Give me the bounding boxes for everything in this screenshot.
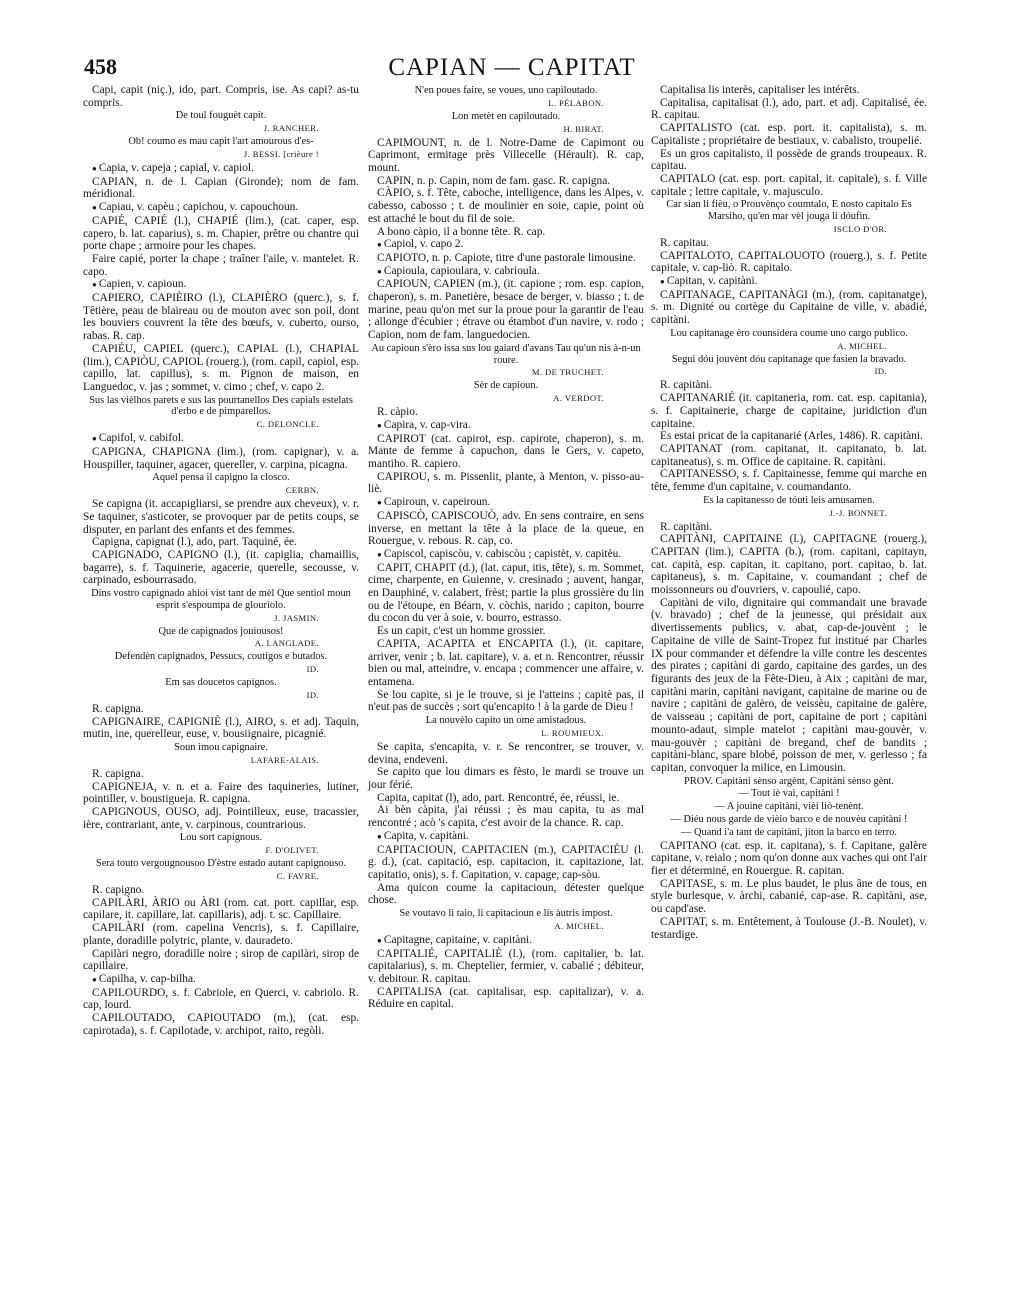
citation-verse: PROV. Capitàni sènso argènt, Capitàni sènso gènt.: [683, 775, 894, 787]
citation-author: ID.: [306, 690, 319, 701]
citation-verse: Lou capitanage èro counsidera coume uno cargo publico.: [670, 327, 908, 339]
dictionary-entry: CAPIGNA, CHAPIGNA (lim.), (rom. capignar), v. a. Houspiller, taquiner, agacer, quereller, v. carpina, picagna.: [83, 445, 359, 471]
citation-author: A. MICHEL.: [554, 920, 604, 931]
dictionary-entry: CAPITACIOUN, CAPITACIEN (m.), CAPITACIÉU (l. g. d.), (cat. capitació, esp. capitacion, it. capitazione, lat. capitatio, onis), s. f. Capitation, v. capage, cap-sòu.: [368, 843, 644, 881]
cross-reference-entry: ● Capifol, v. cabifol.: [83, 432, 359, 446]
cross-reference-entry: ● Capiau, v. capèu ; capichou, v. capouchoun.: [83, 201, 359, 215]
dictionary-entry: CAPITANAGE, CAPITANÀGI (m.), (rom. capitanatge), s. m. Dignité ou cortège du Capitaine de ville, v. abadié, capitàni.: [651, 288, 927, 327]
running-title: CAPIAN — CAPITAT: [388, 54, 636, 81]
citation-author: F. D'OLIVET.: [265, 845, 319, 856]
citation-author: L. PÉLABON.: [548, 97, 604, 108]
dictionary-entry: R. capitàni.: [660, 520, 713, 533]
citation-verse: — A jouine capitàni, vièi liò-tenènt.: [714, 801, 864, 813]
dictionary-entry: Se capigna (it. accapigliarsi, se prendre aux cheveux), v. r. Se taquiner, s'asticoter, se provoquer par de petits coups, se disputer, en parlant des enfants et des femmes.: [83, 498, 359, 536]
dictionary-entry: CAPIERO, CAPIÈIRO (l.), CLAPIÈRO (querc.), s. f. Têtière, peau de blaireau ou de mouton avec son poil, dont les bouviers couvrent la tête des bœufs, v. cuberto, ourso, rabas. R. cap.: [83, 292, 359, 343]
dictionary-entry: Es un gros capitalisto, il possède de grands troupeaux. R. capitau.: [651, 147, 927, 173]
dictionary-entry: CAPIÉ, CAPIÉ (l.), CHAPIÉ (lim.), (cat. caper, esp. capero, b. lat. caparius), s. m. Chapier, prêtre ou chantre qui porte chape ; armoire pour les chapes.: [83, 214, 359, 253]
dictionary-entry: Ama quicon coume la capitacioun, détester quelque chose.: [368, 881, 644, 907]
dictionary-entry: Capitàni de vilo, dignitaire qui commandait une bravade (v. bravado) ; chef de la jeunesse, qui présidait aux divertissements publics, v. abat, cap-de-jouvènt ; le Capitaine de ville de Saint-Tropez fut institué par Charles IX pour commander et défendre la ville contre les descentes des pirates ; capitàni di gardo, capitaine des gardes, un des figurants des jeux de la Fête-Dieu, à Aix ; capitàni de mar, capitàni marin, capitàni navigant, capitaine de marine ou de navire ; capitàni de galèro, de veissèu, capitaine de galère, de vaisseau ; capitàni de port, capitaine de port ; capitàni mounto-adaut, simple matelot ; capitàni mau-gouvèr, v. mau-gouvèr ; capitàni de bregand, chef de bandits ; capitàni-blanc, spare blobé, poisson de mer, v. gerlesso ; fa capitan, convoquer la milice, en Limousin.: [651, 596, 927, 774]
dictionary-entry: CAPIN, n. p. Capin, nom de fam. gasc. R. capigna.: [377, 174, 611, 187]
citation-verse: — Quand i'a tant de capitàni, jiton la barco en terro.: [681, 826, 897, 838]
cross-reference-entry: ● Capiol, v. capo 2.: [368, 238, 644, 252]
dictionary-entry: R. capitàni.: [660, 379, 713, 392]
dictionary-entry: Capi, capit (niç.), ido, part. Compris, ise. As capi? as-tu compris.: [83, 84, 359, 109]
dictionary-entry: CAPIROU, s. m. Pissenlit, plante, à Menton, v. pisso-au-liè.: [368, 470, 644, 496]
dictionary-entry: Se capito que lou dimars es fèsto, le mardi se trouve un jour férié.: [368, 766, 644, 792]
dictionary-entry: Faire capié, porter la chape ; traîner l'aile, v. mantelet. R. capo.: [83, 252, 359, 278]
citation-author: J. RANCHER.: [263, 123, 319, 134]
dictionary-entry: R. càpio.: [377, 406, 418, 419]
dictionary-entry: CAPIGNAIRE, CAPIGNIÈ (l.), AIRO, s. et adj. Taquin, mutin, ine, querelleur, euse, v. bousiignaire, picagnié.: [83, 715, 359, 741]
dictionary-entry: CAPITALISTO (cat. esp. port. it. capitalista), s. m. Capitaliste ; propriétaire de bestiaux, v. cabalisto, troupelié.: [651, 122, 927, 147]
dictionary-entry: CAPITALO (cat. esp. port. capital, it. capitale), s. f. Ville capitale ; lettre capitale, v. majusculo.: [651, 172, 927, 198]
citation-verse: Aquel pensa il capigno la closco.: [152, 472, 290, 484]
citation-verse: Es la capitanesso de tóuti leis amusamen.: [703, 494, 875, 506]
dictionary-entry: CAPIGNOUS, OUSO, adj. Pointilleux, euse, tracassier, ière, contrariant, ante, v. carpinous, countrarious.: [83, 806, 359, 831]
citation-author: J. JASMIN.: [274, 612, 319, 623]
dictionary-entry: CAPIÉU, CAPIEL (querc.), CAPIAL (l.), CHAPIAL (lim.), CAPIÒU, CAPIOL (rouerg.), (rom. capil, capiol, esp. capillo, lat. capillus), s. m. Pignon de maison, en Languedoc, v. jas ; sommet, v. cimo ; chef, v. capo 2.: [83, 342, 359, 393]
dictionary-entry: Ai bèn càpita, j'ai réussi ; ès mau capita, tu as mal rencontré ; acò 's capita, c'est avoir de la chance. R. cap.: [368, 804, 644, 830]
dictionary-entry: CAPITANARIÉ (it. capitaneria, rom. cat. esp. capitania), s. f. Capitainerie, charge de capitaine, juridiction d'un capitaine.: [651, 392, 927, 430]
dictionary-entry: Capigna, capignat (l.), ado, part. Taquiné, ée.: [92, 536, 297, 549]
dictionary-entry: CAPITALISA (cat. capitalisar, esp. capitalizar), v. a. Réduire en capital.: [368, 985, 644, 1011]
dictionary-entry: CAPIGNADO, CAPIGNO (l.), (it. capiglia, chamaillis, bagarre), s. f. Taquinerie, agacerie, querelle, secousse, v. carpinado, esbourrasado.: [83, 548, 359, 587]
citation-verse: Au capioun s'èro issa sus lou gaiard d'avans Tau qu'un nis à-n-un roure.: [371, 342, 641, 366]
dictionary-entry: CAPITANESSO, s. f. Capitainesse, femme qui marche en tête, femme d'un capitaine, v. coumandanto.: [651, 468, 927, 494]
dictionary-entry: CAPITA, ACAPITA et ENCAPITA (l.), (it. capitare, arriver, venir ; b. lat. capitare), v. a. et n. Rencontrer, réussir bien ou mal, atteindre, v. encapa ; commencer une affaire, v. entamena.: [368, 637, 644, 688]
citation-author: ISCLO D'OR.: [833, 223, 887, 234]
column-middle: [368, 84, 644, 1011]
dictionary-entry: CAPISCÒ, CAPISCOUÒ, adv. En sens contraire, en sens inverse, en mettant la tête à la place de la queue, en Rouergue, v. rebous. R. cap, co.: [368, 509, 644, 548]
dictionary-entry: R. capitau.: [660, 236, 710, 249]
citation-verse: La nouvèlo capito un ome amistadous.: [425, 715, 587, 727]
dictionary-entry: Se lou capite, si je le trouve, si je l'atteins ; capitè pas, il n'eut pas de succès ; sort qu'encapito ! à la garde de Dieu !: [368, 688, 644, 714]
cross-reference-entry: ● Capioula, capioulara, v. cabrioula.: [368, 265, 644, 279]
citation-author: A. VERDOT.: [553, 393, 604, 404]
dictionary-entry: CAPITASE, s. m. Le plus baudet, le plus âne de tous, en style burlesque, v. àrchi, cabanié, cap-ase. R. capitàni, ase, ou capd'ase.: [651, 877, 927, 916]
citation-verse: De toul fouguèt capit.: [175, 110, 267, 122]
cross-reference-entry: ● Capita, v. capitàni.: [368, 830, 644, 844]
citation-verse: Lou sort capignous.: [179, 832, 263, 844]
citation-author: ID.: [874, 366, 887, 377]
dictionary-entry: Capitalisa, capitalisat (l.), ado, part. et adj. Capitalisé, ée. R. capitau.: [651, 96, 927, 122]
dictionary-entry: Es un capit, c'est un homme grossier.: [377, 625, 546, 638]
citation-verse: N'en poues faire, se voues, uno capiloutado.: [414, 85, 598, 96]
citation-author: M. DE TRUCHET.: [531, 367, 604, 378]
page-number: 458: [84, 54, 117, 79]
citation-author: C. FAVRE.: [276, 871, 319, 882]
citation-verse: Que de capignados jouiousos!: [158, 625, 284, 637]
citation-author: C. DELONCLE.: [256, 419, 319, 430]
dictionary-entry: A bono càpio, il a bonne tête. R. cap.: [377, 225, 546, 238]
dictionary-entry: R. capigna.: [92, 703, 144, 716]
dictionary-entry: CAPILÀRI, ÀRIO ou ÀRI (rom. cat. port. capillar, esp. capilare, it. capillare, lat. capillaris), adj. t. sc. Capillaire.: [83, 896, 359, 922]
column-left: [83, 84, 359, 1038]
citation-author: A. LANGLADE.: [254, 638, 319, 649]
cross-reference-entry: ● Capien, v. capioun.: [83, 278, 359, 292]
cross-reference-entry: ● Capitan, v. capitàni.: [651, 275, 927, 289]
dictionary-entry: Se capita, s'encapita, v. r. Se rencontrer, se trouver, v. devina, endeveni.: [368, 740, 644, 766]
citation-author: A. MICHEL.: [837, 340, 887, 351]
dictionary-entry: CAPILOUTADO, CAPIOUTADO (m.), (cat. esp. capirotada), s. f. Capilotade, v. archipot, raito, regòli.: [83, 1012, 359, 1037]
citation-verse: Sèr de capioun.: [473, 380, 539, 392]
column-right: [651, 84, 927, 941]
dictionary-entry: CAPITANO (cat. esp. it. capitana), s. f. Capitane, galère capitane, v. reialo ; nom qu'on donne aux vaches qui ont l'air fier et déterminé, en Rouergue. R. capitan.: [651, 839, 927, 878]
cross-reference-entry: ● Capira, v. cap-vira.: [368, 419, 644, 433]
dictionary-entry: CAPIGNEJA, v. n. et a. Faire des taquineries, lutiner, pointiller, v. boustigueja. R. capigna.: [83, 780, 359, 806]
citation-verse: Sus las vièlhos parets e sus las pourtanellos Des capials estelats d'erbo e de pimparellos.: [89, 394, 353, 418]
dictionary-entry: CAPIT, CHAPIT (d.), (lat. caput, itis, tête), s. m. Sommet, cime, charpente, en Guienne, v. cresinado ; auvent, hangar, en Dauphiné, v. calabert, frèst; partie la plus grossière du lin ou de l'étoupe, en Béarn, v. còchis, narido ; capiton, bourre du cocon du ver à soie, v. bourro, estrasso.: [368, 561, 644, 625]
citation-author: J.-J. BONNET.: [829, 507, 887, 518]
dictionary-entry: CAPIOUN, CAPIEN (m.), (it. capione ; rom. esp. capion, chaperon), s. m. Panetière, besace de berger, v. biasso ; t. de marine, peau qu'on met sur la proue pour la garantir de l'eau ; allonge d'écubier ; étrave ou étambot d'un navire, v. rodo ; Capion, nom de fam. languedocien.: [368, 278, 644, 342]
citation-verse: Se voutavo li taio, li capitacioun e lis àutris impost.: [399, 908, 613, 920]
dictionary-entry: Capitalisa lis interès, capitaliser les intérêts.: [660, 84, 860, 96]
citation-verse: Car sian li fièu, o Prouvènço coumtalo, E nosto capitalo Es Marsiho, qu'en mar vèl jouga li dóufin.: [666, 199, 912, 223]
citation-verse: Ob! coumo es mau capit l'art amourous d'es-: [128, 136, 314, 148]
dictionary-entry: CAPITÀNI, CAPITAINE (l.), CAPITAGNE (rouerg.), CAPITAN (lim.), CAPITA (b.), (rom. capitani, capitayn, cat. capità, esp. capitan, it. capitano, port. capitao, b. lat. capitaneus), s. m. Capitaine, v. coumandant ; chef de moissonneurs ou d'ouvriers, v. capoulié, capo.: [651, 533, 927, 597]
citation-verse: Dins vostro capignado ahioi vist tant de mèl Que sentiol moun esprit s'espoumpa de glourìolo.: [91, 588, 351, 611]
dictionary-entry: Es estai pricat de la capitanarié (Arles, 1486). R. capitàni.: [660, 430, 923, 443]
dictionary-entry: CAPIOTO, n. p. Capiote, titre d'une pastorale limousine.: [377, 251, 636, 264]
dictionary-entry: CAPITANAT (rom. capitanat, it. capitanato, b. lat. capitaneatus), s. m. Office de capitaine. R. capitàni.: [651, 442, 927, 468]
dictionary-entry: CAPIROT (cat. capirot, esp. capirote, chaperon), s. m. Mante de femme à capuchon, dans le Gers, v. capeto, mantiho. R. capiero.: [368, 432, 644, 471]
dictionary-entry: CAPIAN, n. de l. Capian (Gironde); nom de fam. méridional.: [83, 175, 359, 201]
citation-verse: — Tout iè vai, capitàni !: [738, 788, 840, 800]
dictionary-entry: CAPITAT, s. m. Entêtement, à Toulouse (J.-B. Noulet), v. testardige.: [651, 915, 927, 941]
cross-reference-entry: ● Capiscol, capiscòu, v. cabiscòu ; capistèt, v. capitèu.: [368, 548, 644, 562]
citation-verse: — Diéu nous garde de vièio barco e de nouvèu capitàni !: [670, 814, 908, 826]
citation-verse: Defendèn capignados, Pessucs, coutigos e butados.: [114, 651, 328, 663]
citation-author: CERBN.: [285, 485, 319, 496]
dictionary-entry: CAPITALIÉ, CAPITALIÈ (l.), (rom. capitalier, b. lat. capitalarius), s. m. Cheptelier, fermier, v. cabalié ; débiteur, v. debitour. R. capitau.: [368, 947, 644, 985]
dictionary-entry: Capilàri negro, doradille noire ; sirop de capilàri, sirop de capillaire.: [83, 947, 359, 973]
citation-verse: Sera touto vergougnousoo D'èstre estado autant capignouso.: [95, 858, 347, 870]
dictionary-entry: CAPIMOUNT, n. de l. Notre-Dame de Capimont ou Caprimont, ermitage près Villecelle (Hérault). R. cap, mount.: [368, 136, 644, 174]
dictionary-entry: CAPITALOTO, CAPITALOUOTO (rouerg.), s. f. Petite capitale, v. cap-liò. R. capitalo.: [651, 249, 927, 275]
dictionary-entry: CAPILOURDO, s. f. Cabriole, en Querci, v. cabriolo. R. cap, lourd.: [83, 986, 359, 1012]
dictionary-entry: R. capigno.: [92, 884, 145, 897]
dictionary-entry: R. capigna.: [92, 767, 144, 780]
cross-reference-entry: ● Capitagne, capitaine, v. capitàni.: [368, 934, 644, 948]
citation-author: ID.: [306, 664, 319, 675]
cross-reference-entry: ● Capiroun, v. capeiroun.: [368, 496, 644, 510]
citation-verse: Em sas doucetos capignos.: [165, 677, 277, 689]
dictionary-entry: CAPILÀRI (rom. capelina Vencris), s. f. Capillaire, plante, doradille polytric, plante, v. dauradeto.: [83, 922, 359, 947]
cross-reference-entry: ● Capia, v. capeja ; capial, v. capiol.: [83, 162, 359, 176]
dictionary-entry: CÀPIO, s. f. Tête, caboche, intelligence, dans les Alpes, v. cabesso, cabosso ; t. de moulinier en soie, capie, point où est attaché le bout du fil de soie.: [368, 187, 644, 225]
citation-author: LAFARE-ALAIS.: [250, 754, 319, 765]
dictionary-entry: Capita, capitat (l), ado, part. Rencontré, ée, réussi, ie.: [377, 791, 620, 804]
citation-author: J. BESSI. [crièure !: [243, 149, 319, 159]
citation-author: H. BIRAT.: [563, 123, 604, 134]
citation-verse: Soun imou capignaire.: [174, 742, 268, 754]
citation-author: L. ROUMIEUX.: [541, 727, 604, 738]
cross-reference-entry: ● Capilha, v. cap-bilha.: [83, 973, 359, 987]
citation-verse: Segui dóu jouvènt dóu capitanage que fasien la bravado.: [671, 353, 907, 365]
citation-verse: Lon metèt en capiloutado.: [451, 110, 561, 122]
